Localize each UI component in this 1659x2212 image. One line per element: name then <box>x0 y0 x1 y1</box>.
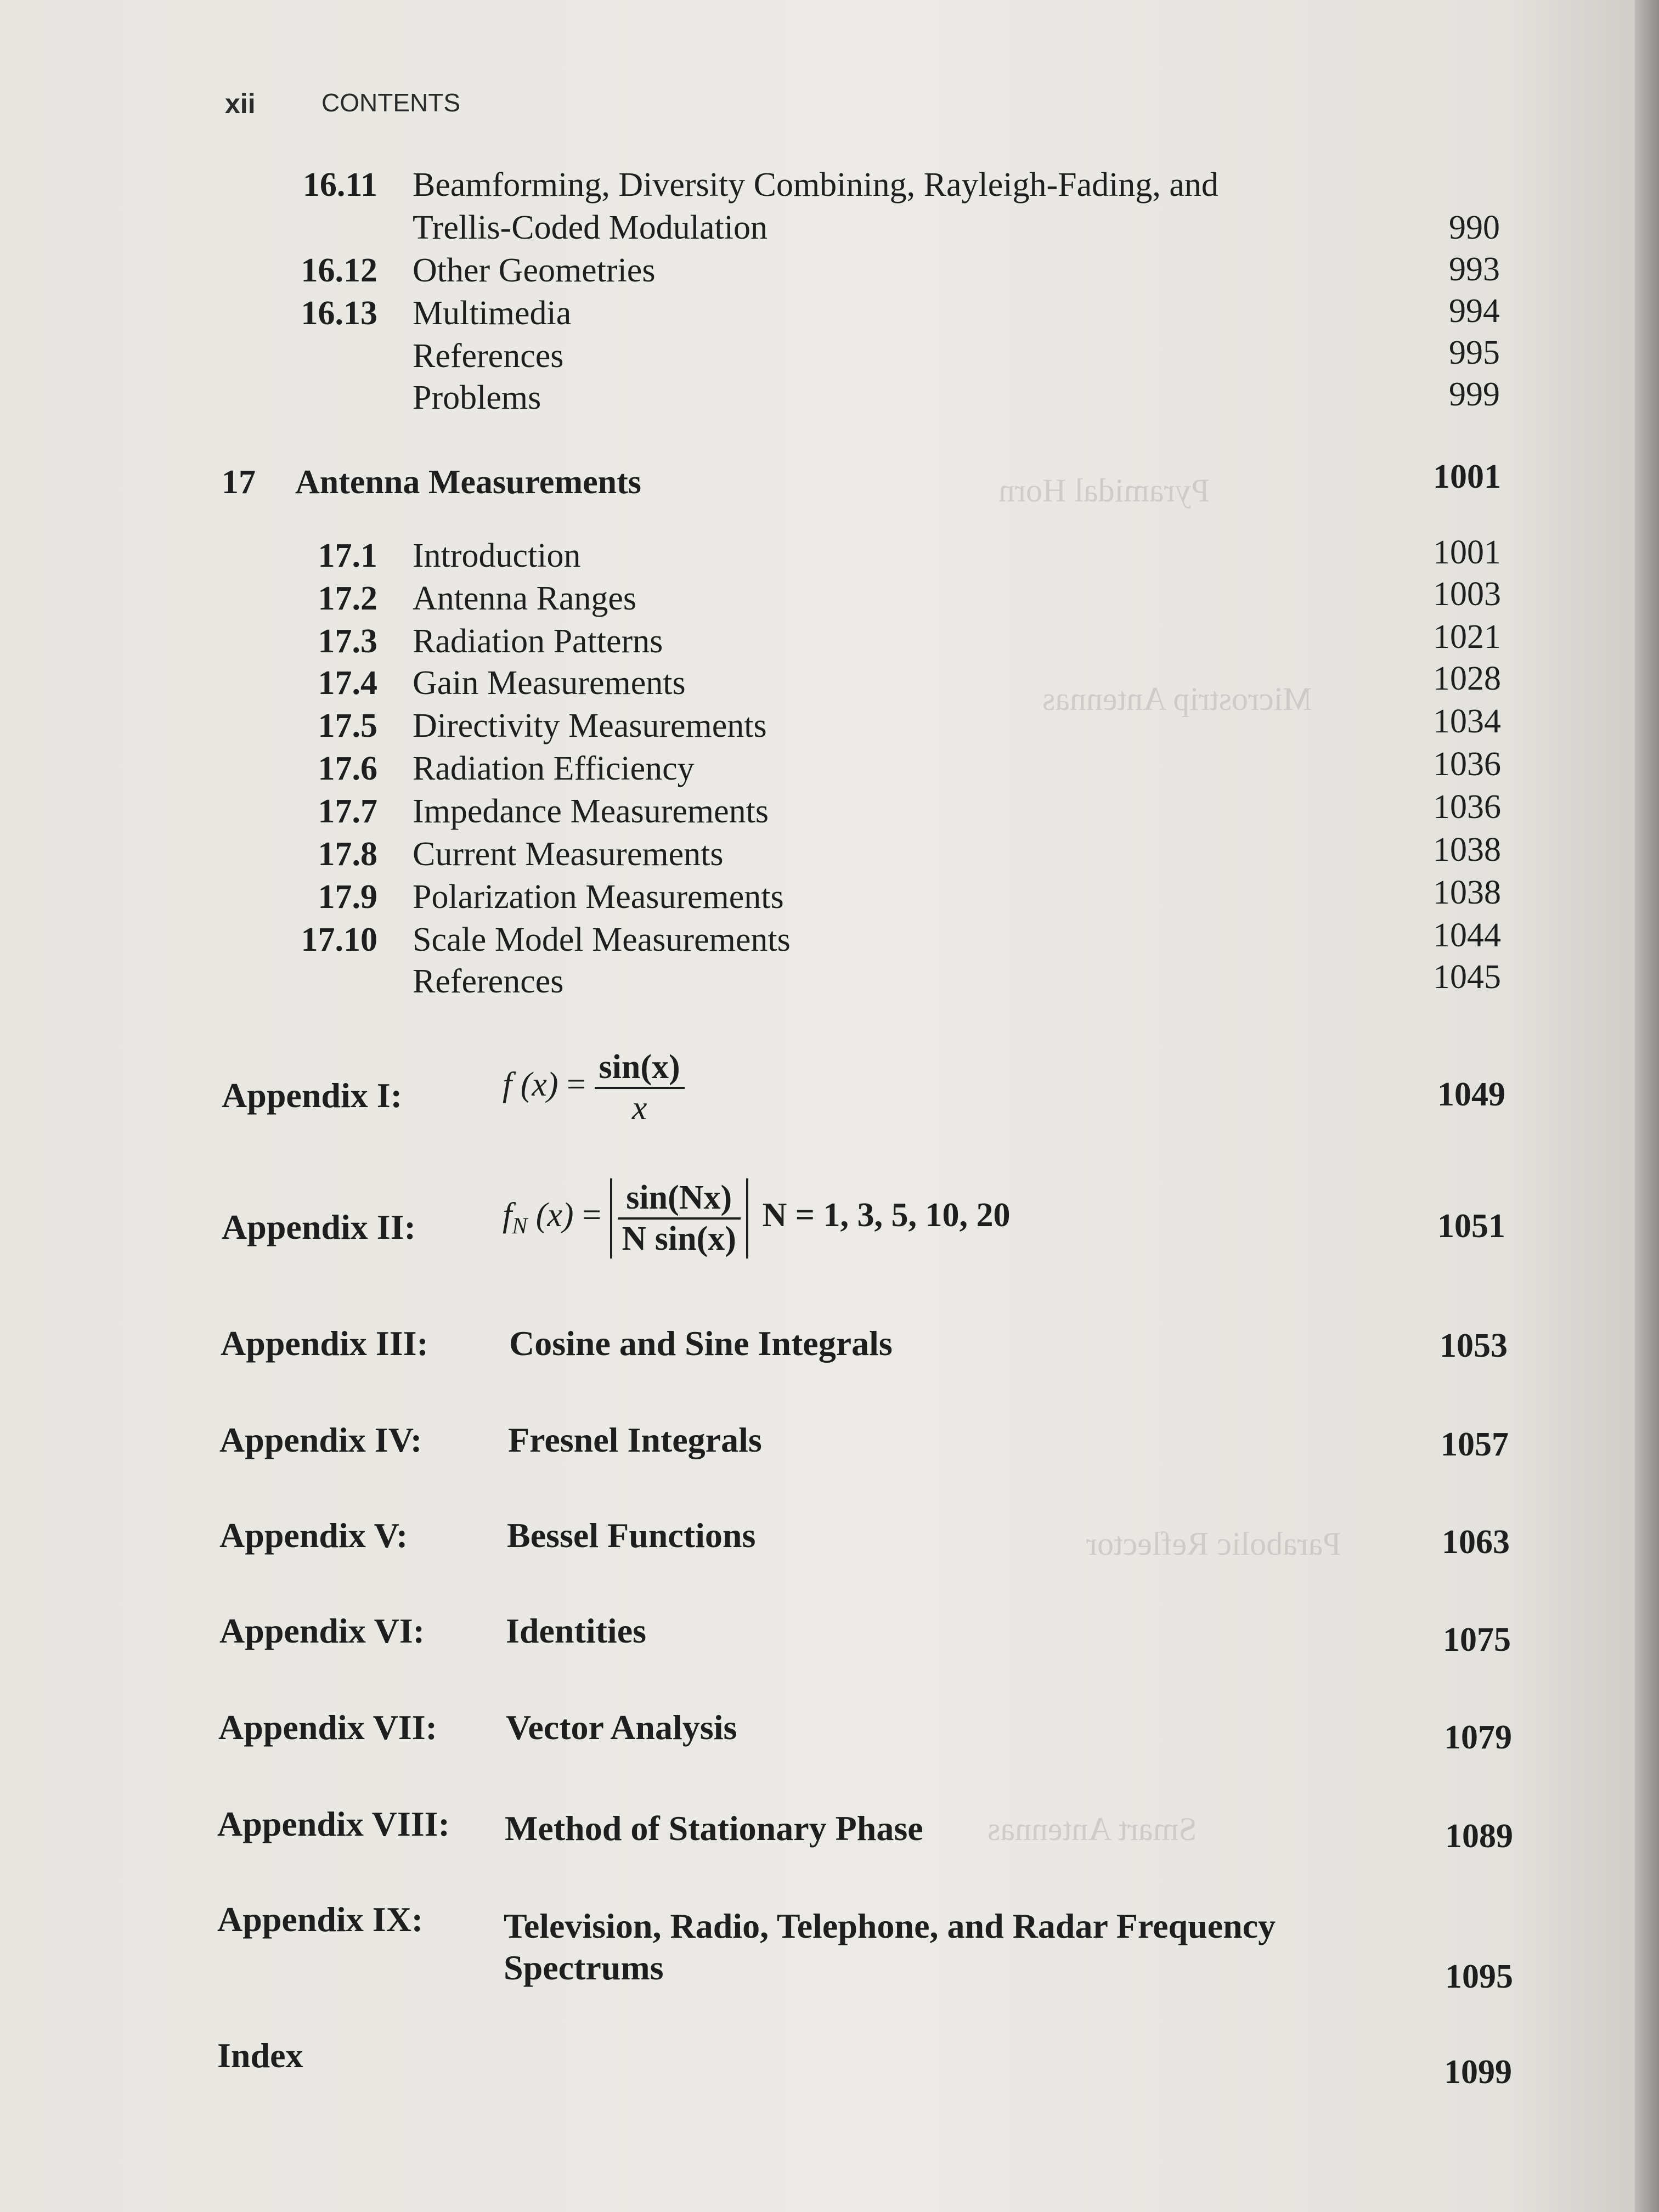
appendix-title: Cosine and Sine Integrals <box>509 1324 893 1363</box>
section-number: 16.13 <box>301 295 377 332</box>
appendix-label: Appendix VIII: <box>217 1804 450 1843</box>
section-title: Radiation Patterns <box>413 623 663 660</box>
fraction-numerator: sin(Nx) <box>618 1178 741 1220</box>
section-number: 16.11 <box>302 166 377 204</box>
section-title: Directivity Measurements <box>413 707 767 744</box>
appendix-title-cont: Spectrums <box>504 1948 664 1987</box>
page-ref: 1038 <box>1433 831 1501 868</box>
page-ref: 1034 <box>1433 703 1501 740</box>
appendix-label: Appendix IX: <box>217 1900 424 1939</box>
section-number: 17.5 <box>318 707 377 744</box>
page-ref: 1089 <box>1445 1818 1513 1855</box>
section-title: Beamforming, Diversity Combining, Rayleigh-Fading, and <box>413 166 1218 204</box>
fraction-denominator: x <box>631 1090 647 1127</box>
bleed-through-text: Pyramidal Horn <box>998 472 1210 509</box>
section-number: 17.8 <box>318 836 377 873</box>
page-ref: 1095 <box>1445 1958 1513 1995</box>
section-title: Scale Model Measurements <box>413 921 791 958</box>
section-title: Multimedia <box>413 295 572 332</box>
page-ref: 1036 <box>1433 746 1501 783</box>
section-title: Impedance Measurements <box>413 793 769 830</box>
page-ref: 1063 <box>1442 1523 1510 1561</box>
formula-condition: N = 1, 3, 5, 10, 20 <box>762 1197 1011 1234</box>
page-ref: 1099 <box>1444 2053 1512 2091</box>
running-page-number: xii <box>225 88 256 119</box>
section-title: Gain Measurements <box>413 664 686 702</box>
section-number: 16.12 <box>301 252 377 289</box>
bleed-through-text: Microstrip Antennas <box>1042 681 1312 717</box>
page-ref: 1079 <box>1444 1719 1512 1756</box>
bleed-through-text: Parabolic Reflector <box>1086 1526 1341 1562</box>
appendix-label: Appendix IV: <box>219 1420 422 1459</box>
formula-func: f <box>503 1066 512 1104</box>
appendix-label: Appendix VI: <box>219 1611 425 1650</box>
section-title: Problems <box>413 379 541 416</box>
appendix-title: Fresnel Integrals <box>508 1420 762 1459</box>
formula-subscript: N <box>512 1214 528 1239</box>
appendix-label: Appendix II: <box>222 1207 416 1246</box>
chapter-number: 17 <box>222 464 256 501</box>
formula-fraction <box>618 1178 741 1259</box>
appendix-label: Appendix III: <box>221 1324 428 1363</box>
section-number: 17.3 <box>318 623 377 660</box>
page-ref: 1075 <box>1443 1621 1511 1658</box>
page-ref: 1036 <box>1433 788 1501 826</box>
section-title: Current Measurements <box>413 836 724 873</box>
page-ref: 993 <box>1449 251 1500 288</box>
appendix-formula <box>503 1178 1011 1259</box>
fraction-denominator: N sin(x) <box>622 1220 736 1257</box>
page-ref: 1003 <box>1433 575 1501 613</box>
page-ref: 999 <box>1449 376 1500 413</box>
fraction-numerator: sin(x) <box>595 1048 685 1089</box>
section-title-cont: Trellis-Coded Modulation <box>413 209 768 246</box>
appendix-formula <box>503 1048 685 1128</box>
formula-arg: (x) <box>535 1197 574 1234</box>
index-label: Index <box>217 2036 303 2075</box>
section-title: Antenna Ranges <box>413 580 637 617</box>
page-ref: 995 <box>1449 334 1500 371</box>
page-edge <box>1635 0 1659 2212</box>
appendix-label: Appendix I: <box>222 1076 402 1115</box>
page-ref: 1057 <box>1441 1426 1509 1463</box>
formula-absolute-value <box>610 1178 748 1259</box>
bleed-through-text: Smart Antennas <box>988 1811 1197 1847</box>
chapter-title: Antenna Measurements <box>295 464 641 501</box>
appendix-title: Method of Stationary Phase <box>505 1809 923 1848</box>
running-title: CONTENTS <box>321 88 460 117</box>
appendix-title: Vector Analysis <box>506 1708 737 1747</box>
section-number: 17.4 <box>318 664 377 702</box>
page-ref: 994 <box>1449 292 1500 330</box>
section-title: Radiation Efficiency <box>413 750 695 787</box>
section-number: 17.7 <box>318 793 377 830</box>
page-ref: 1051 <box>1437 1207 1505 1245</box>
section-number: 17.6 <box>318 750 377 787</box>
section-title: References <box>413 963 564 1000</box>
section-title: Polarization Measurements <box>413 878 784 916</box>
chapter-page-ref: 1001 <box>1433 458 1501 495</box>
page-ref: 1044 <box>1433 917 1501 954</box>
section-title: Other Geometries <box>413 252 656 289</box>
section-title: Introduction <box>413 537 581 574</box>
page-ref: 1053 <box>1440 1327 1508 1364</box>
formula-equals: = <box>582 1197 602 1234</box>
page-ref: 990 <box>1449 209 1500 246</box>
page-ref: 1045 <box>1433 958 1501 996</box>
section-title: References <box>413 337 564 375</box>
page-ref: 1028 <box>1433 660 1501 697</box>
page-ref: 1001 <box>1433 534 1501 571</box>
page-ref: 1021 <box>1433 618 1501 656</box>
formula-fraction <box>595 1048 685 1128</box>
appendix-title: Bessel Functions <box>507 1516 756 1555</box>
section-number: 17.1 <box>318 537 377 574</box>
section-number: 17.9 <box>318 878 377 916</box>
page-ref: 1038 <box>1433 874 1501 911</box>
appendix-title: Television, Radio, Telephone, and Radar Frequency <box>504 1906 1276 1945</box>
formula-equals: = <box>567 1066 586 1104</box>
appendix-label: Appendix V: <box>219 1516 408 1555</box>
formula-func: f <box>503 1197 512 1234</box>
appendix-title: Identities <box>506 1611 646 1650</box>
page-ref: 1049 <box>1437 1076 1505 1113</box>
section-number: 17.2 <box>318 580 377 617</box>
appendix-label: Appendix VII: <box>218 1708 437 1747</box>
formula-arg: (x) <box>520 1066 558 1104</box>
section-number: 17.10 <box>301 921 377 958</box>
